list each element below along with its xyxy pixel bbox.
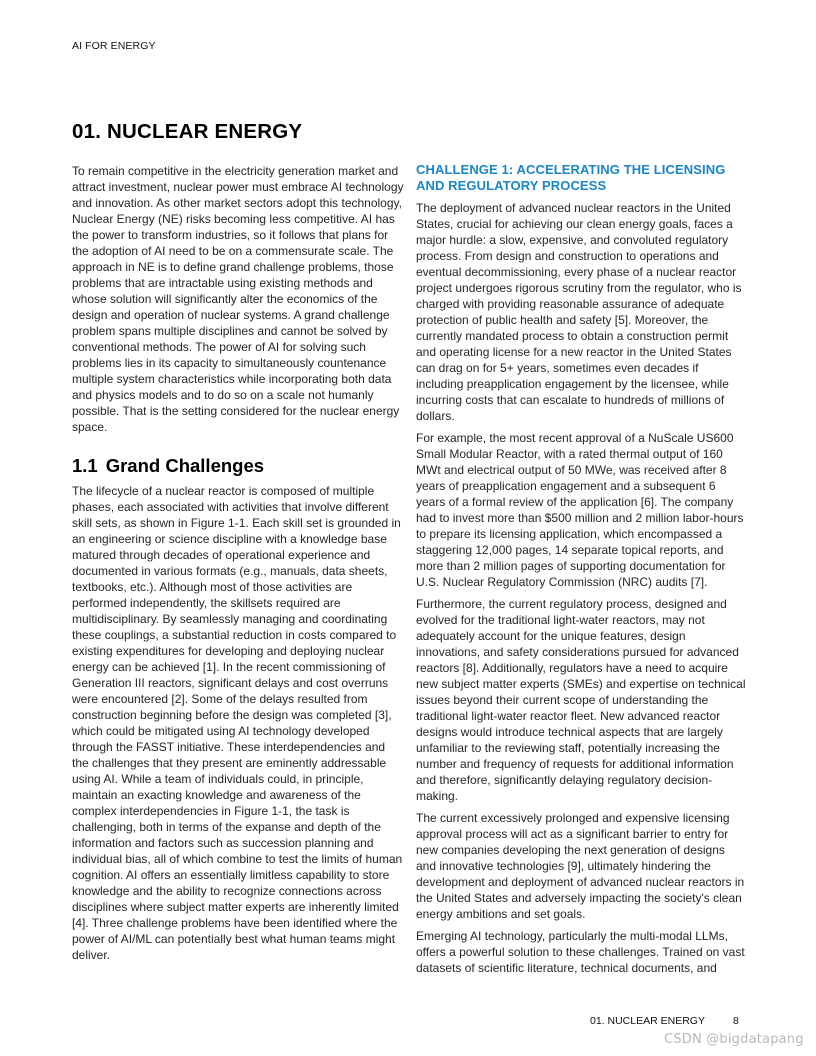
section-heading	[72, 455, 404, 477]
intro-paragraph: To remain competitive in the electricity generation market and attract investment, nuclear power must embrace AI technology and innovation. As other market sectors adopt this technology, Nuclear Energy (NE) risks becoming less competitive. AI has the power to transform industries, so it follows that plans for the adoption of AI need to be on a commensurate scale. The approach in NE is to define grand challenge problems, those problems that are intractable using existing methods and whose solution will significantly alter the economics of the design and operation of nuclear systems. A grand challenge problem spans multiple disciplines and cannot be solved by conventional methods. The power of AI for solving such problems lies in its capacity to simultaneously countenance multiple system characteristics while incorporating both data and physics models and to do so on a scale not humanly possible. That is the setting considered for the nuclear energy space.	[72, 164, 404, 434]
section-title: Grand Challenges	[105, 455, 265, 476]
page-title: 01. NUCLEAR ENERGY	[72, 120, 303, 143]
footer-section-label: 01. NUCLEAR ENERGY	[590, 1015, 705, 1027]
challenge-heading: CHALLENGE 1: ACCELERATING THE LICENSING AND REGULATORY PROCESS	[416, 162, 726, 193]
body-paragraph: Emerging AI technology, particularly the multi-modal LLMs, offers a powerful solution to these challenges. Trained on vast datasets of scientific literature, technical documents, and	[416, 929, 745, 975]
body-paragraph: The current excessively prolonged and expensive licensing approval process will act as a significant barrier to entry for new companies developing the next generation of designs and innovative technologies [9], ultimately hindering the development and deployment of advanced nuclear reactors in the United States and adversely impacting the society's clean energy ambitions and set goals.	[416, 811, 745, 921]
section-body-paragraph: The lifecycle of a nuclear reactor is composed of multiple phases, each associated with activities that involve different skill sets, as shown in Figure 1-1. Each skill set is grounded in an engineering or science discipline with a knowledge base matured through decades of operational experience and documented in various formats (e.g., manuals, data sheets, textbooks, etc.). Although most of those activities are performed independently, the skillsets required are multidisciplinary. By seamlessly managing and coordinating these couplings, a substantial reduction in costs compared to existing expenditures for developing and deploying nuclear energy can be achieved [1]. In the recent commissioning of Generation III reactors, significant delays and cost overruns were encountered [2]. Some of the delays resulted from construction beginning before the design was completed [3], which could be mitigated using AI technology developed through the FASST initiative. These interdependencies and the challenges that they present are eminently addressable using AI. While a team of individuals could, in principle, maintain an exacting knowledge and awareness of the complex interdependencies in Figure 1-1, the task is challenging, both in terms of the expanse and depth of the information and factors such as succession planning and individual bias, all of which combine to test the limits of human cognition. AI offers an essentially limitless capability to store knowledge and the ability to recognize connections across disciplines where subject matter experts are inherently limited [4]. Three challenge problems have been identified where the power of AI/ML can potentially best what human teams might deliver.	[72, 484, 403, 962]
body-paragraph: For example, the most recent approval of a NuScale US600 Small Modular Reactor, with a rated thermal output of 160 MWt and electrical output of 50 MWe, was received after 8 years of preapplication engagement and a subsequent 6 years of a formal review of the application [6]. The company had to invest more than $500 million and 2 million labor-hours to prepare its licensing application, which encompassed a staggering 12,000 pages, 14 separate topical reports, and more than 2 million pages of supporting documentation for U.S. Nuclear Regulatory Commission (NRC) audits [7].	[416, 431, 744, 589]
body-paragraph: Furthermore, the current regulatory process, designed and evolved for the traditional light-water reactors, may not adequately account for the unique features, design innovations, and safety considerations pursued for advanced reactors [8]. Additionally, regulators have a need to acquire new subject matter experts (SMEs) and expertise on technical issues beyond their current scope of understanding the traditional light-water reactor fleet. New advanced reactor designs would introduce technical aspects that are largely unfamiliar to the reviewing staff, potentially increasing the number and frequency of requests for additional information and therefore, significantly delaying regulatory decision-making.	[416, 597, 746, 803]
running-header: AI FOR ENERGY	[72, 40, 156, 52]
left-column	[72, 163, 404, 969]
watermark: CSDN @bigdatapang	[664, 1032, 804, 1047]
page-footer	[590, 1015, 739, 1027]
section-number: 1.1	[72, 455, 98, 476]
right-column	[416, 163, 746, 982]
page-number: 8	[732, 1015, 739, 1027]
body-paragraph: The deployment of advanced nuclear reactors in the United States, crucial for achieving our clean energy goals, faces a major hurdle: a slow, expensive, and convoluted regulatory process. From design and construction to operations and eventual decommissioning, every phase of a nuclear reactor project undergoes rigorous scrutiny from the regulator, who is charged with providing reasonable assurance of adequate protection of public health and safety [5]. Moreover, the currently mandated process to obtain a construction permit and operating license for a new reactor in the United States can drag on for 5+ years, sometimes even decades if including preapplication engagement by the licensee, while incurring costs that can escalate to hundreds of millions of dollars.	[416, 201, 742, 423]
